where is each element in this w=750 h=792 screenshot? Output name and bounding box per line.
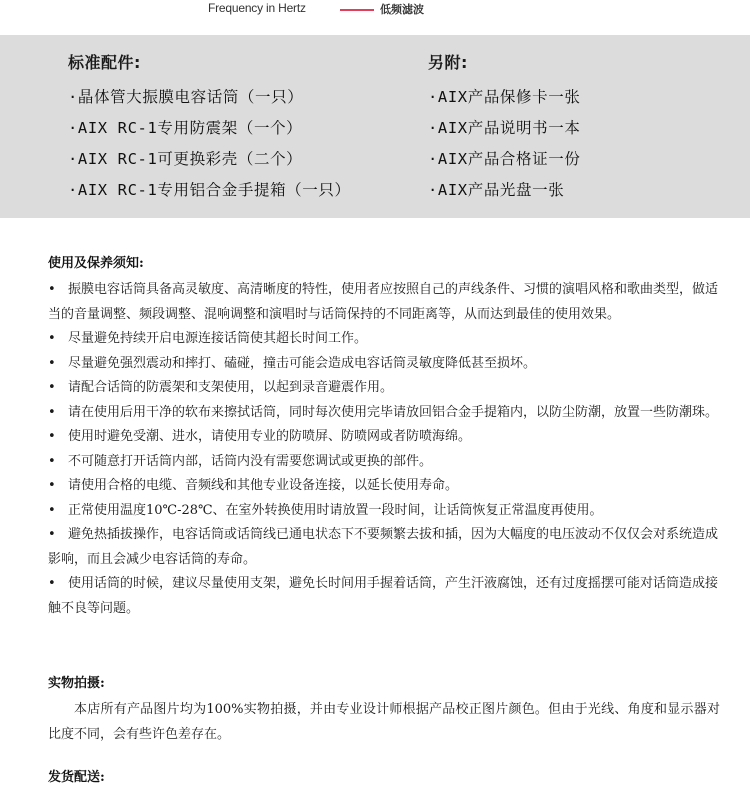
shipping-section (48, 766, 720, 792)
care-item (48, 401, 718, 426)
care-item-text: 使用时避免受潮、进水，请使用专业的防喷屏、防喷网或者防喷海绵。 (68, 429, 472, 444)
photo-title: 实物拍摄: (48, 676, 105, 691)
bullet-icon: • (48, 331, 56, 346)
accessories-panel (0, 35, 750, 218)
care-section (48, 252, 718, 621)
care-item-text: 请配合话筒的防震架和支架使用，以起到录音避震作用。 (68, 380, 394, 395)
chart-legend-strip (0, 0, 750, 34)
standard-accessory-item: ·AIX RC-1可更换彩壳（二个） (68, 150, 303, 168)
bullet-icon: • (48, 282, 56, 297)
care-item (48, 327, 718, 352)
care-item (48, 352, 718, 377)
bullet-icon: • (48, 576, 56, 591)
extra-accessory-item: ·AIX产品合格证一份 (428, 150, 581, 168)
legend-series-label: 低频滤波 (380, 3, 424, 16)
care-item-text: 使用话筒的时候，建议尽量使用支架，避免长时间用手握着话筒，产生汗液腐蚀，还有过度摇摆可能对话筒造成接触不良等问题。 (48, 576, 719, 616)
care-item (48, 278, 718, 327)
bullet-icon: • (48, 527, 56, 542)
care-item (48, 376, 718, 401)
extra-accessory-item: ·AIX产品保修卡一张 (428, 88, 581, 106)
care-item (48, 450, 718, 475)
photo-section (48, 672, 720, 747)
standard-accessory-item: ·AIX RC-1专用铝合金手提箱（一只） (68, 181, 351, 199)
legend-series-swatch (340, 9, 374, 11)
photo-text: 本店所有产品图片均为100%实物拍摄，并由专业设计师根据产品校正图片颜色。但由于光线、角度和显示器对比度不同，会有些许色差存在。 (48, 702, 720, 742)
care-item-text: 避免热插拔操作，电容话筒或话筒线已通电状态下不要频繁去拔和插，因为大幅度的电压波动不仅仅会对系统造成影响，而且会减少电容话筒的寿命。 (48, 527, 719, 567)
extra-accessories (428, 51, 580, 206)
care-list (48, 278, 718, 621)
standard-accessories (68, 51, 351, 206)
standard-accessories-heading: 标准配件: (68, 53, 141, 72)
extra-accessory-item: ·AIX产品说明书一本 (428, 119, 581, 137)
care-item (48, 474, 718, 499)
x-axis-label: Frequency in Hertz (208, 1, 306, 15)
care-item (48, 523, 718, 572)
care-item-text: 尽量避免强烈震动和摔打、磕碰，撞击可能会造成电容话筒灵敏度降低甚至损坏。 (68, 355, 537, 371)
bullet-icon: • (48, 453, 56, 469)
care-item-text: 请使用合格的电缆、音频线和其他专业设备连接，以延长使用寿命。 (68, 478, 459, 493)
standard-accessory-item: ·AIX RC-1专用防震架（一个） (68, 119, 303, 137)
bullet-icon: • (48, 429, 56, 444)
extra-accessory-item: ·AIX产品光盘一张 (428, 181, 565, 199)
care-item-text: 请在使用后用干净的软布来擦拭话筒，同时每次使用完毕请放回铝合金手提箱内，以防尘防潮，放置一些防潮珠。 (68, 404, 719, 420)
care-item-text: 正常使用温度10℃-28℃、在室外转换使用时请放置一段时间，让话筒恢复正常温度再使用。 (68, 502, 603, 518)
bullet-icon: • (48, 355, 56, 371)
care-item (48, 572, 718, 621)
shipping-title: 发货配送: (48, 770, 105, 785)
extra-accessories-heading: 另附: (428, 53, 468, 72)
standard-accessory-item: ·晶体管大振膜电容话筒（一只） (68, 88, 304, 106)
bullet-icon: • (48, 404, 56, 420)
care-item (48, 499, 718, 524)
care-title: 使用及保养须知: (48, 256, 144, 271)
bullet-icon: • (48, 380, 56, 395)
bullet-icon: • (48, 478, 56, 493)
care-item-text: 尽量避免持续开启电源连接话筒使其超长时间工作。 (68, 331, 368, 346)
care-item-text: 振膜电容话筒具备高灵敏度、高清晰度的特性，使用者应按照自己的声线条件、习惯的演唱风格和歌曲类型，做适当的音量调整、频段调整、混响调整和演唱时与话筒保持的不同距离等，从而达到最佳的使用效果。 (48, 282, 719, 322)
care-item (48, 425, 718, 450)
bullet-icon: • (48, 502, 56, 518)
care-item-text: 不可随意打开话筒内部，话筒内没有需要您调试或更换的部件。 (68, 453, 433, 469)
